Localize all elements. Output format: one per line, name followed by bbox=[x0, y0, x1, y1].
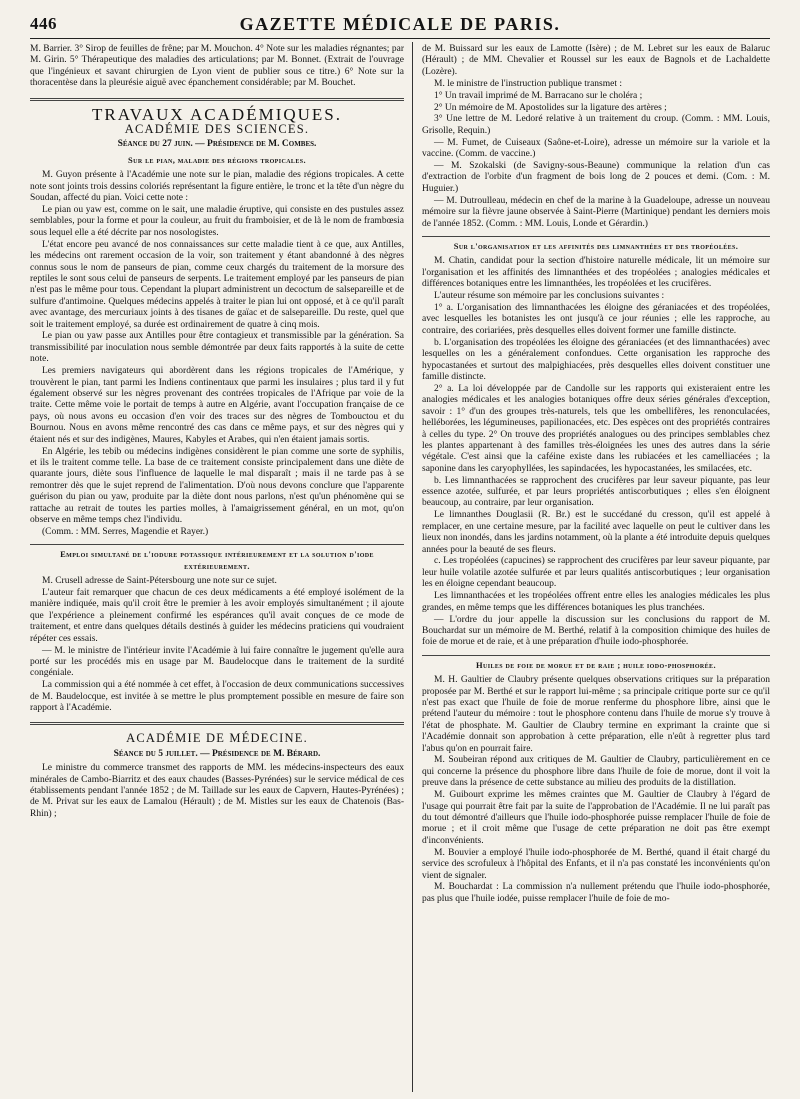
paragraph: M. Bouvier a employé l'huile iodo-phosphorée de M. Berthé, quand il était chargé du service des scrofuleux à l'hôpital des Enfants, et il n'a pas constaté les inconvénients qu'on vient de signaler. bbox=[422, 847, 770, 881]
journal-title: GAZETTE MÉDICALE DE PARIS. bbox=[239, 14, 561, 34]
list-item: 1° Un travail imprimé de M. Barracano sur le choléra ; bbox=[434, 90, 643, 101]
paragraph: Le limnanthes Douglasii (R. Br.) est le succédané du cresson, qu'il est appelé à remplacer, en une certaine mesure, par la facilité avec laquelle on peut le cultiver dans les lieux non inondés, dans les jardins notamment, où la plante a été introduite depuis quelques années pour la beauté de ses fleurs. bbox=[422, 510, 770, 555]
paragraph: c. Les tropéolées (capucines) se rapprochent des crucifères par leur saveur piquante, par leur huile volatile azotée sulfurée et par leurs qualités antiscorbutiques ; leur organisation les en éloigne cependant beaucoup. bbox=[422, 556, 770, 590]
paragraph: — M. le ministre de l'intérieur invite l'Académie à lui faire connaître le jugement qu'elle aura porté sur les procédés mis en usage par M. Baudelocque dans le traitement de la surdité congéniale. bbox=[30, 645, 404, 679]
topic-rule bbox=[422, 655, 770, 656]
paragraph: M. Bouchardat : La commission n'a nullement prétendu que l'huile iodo-phosphorée, pas plus que l'huile iodée, puisse remplacer l'huile de foie de mo- bbox=[422, 882, 770, 904]
column-divider bbox=[412, 42, 413, 1092]
topic-rule bbox=[422, 236, 770, 237]
paragraph: — M. Szokalski (de Savigny-sous-Beaune) communique la relation d'un cas d'extraction de l'orbite d'un fragment de bois long de 2 pouces et demi. (Com. : M. Huguier.) bbox=[422, 161, 770, 194]
commission-note: (Comm. : MM. Serres, Magendie et Rayer.) bbox=[42, 526, 209, 537]
paragraph: Les premiers navigateurs qui abordèrent dans les régions tropicales de l'Amérique, y trouvèrent le pian, tant parmi les Indiens continentaux que parmi les insulaires ; plus tard il y fut également observé sur les nègres provenant des contrées tropicales de l'Afrique par voie de la traite. Cette même voie le portait de temps à autre en Algérie, avant l'occupation française de ce pays, où nous avons eu occasion d'en voir des traces sur des nègres de Tombouctou et du Bournou. Nous en avons même rencontré des cas dans ce même pays, et sur des nègres qui y étaient nés et sur des indigènes, Maures, Kabyles et Arabes, qui n'en étaient jamais sortis. bbox=[30, 366, 404, 445]
paragraph: 2° a. La loi développée par de Candolle sur les rapports qui existeraient entre les analogies médicales et les analogies botaniques offre deux séries générales d'exception, savoir : 1° d'un des groupes très-naturels, tels que les ombellifères, les renonculacées, helléborées, les légumineuses, papilionacées, etc. Des espèces ont des propriétés contraires à celles du type. 2° On trouve des propriétés analogues ou des principes semblables chez les plantes appartenant à des familles très-éloignées les unes des autres dans la série végétale. C'est ainsi que la caféine existe dans les rubiacées et les camelliacées ; la saponine dans les caryophyllées, les sapindacées, les hypocastanées, les smilacées, etc. bbox=[422, 383, 770, 474]
running-header bbox=[30, 14, 770, 39]
paragraph: En Algérie, les tebib ou médecins indigènes considèrent le pian comme une sorte de syphilis, et ils le traitent comme telle. La base de ce traitement consiste principalement dans une diète de quarante jours, diète sous l'influence de laquelle le mal disparaît ; mais il ne tarde pas à se remontrer dès que le sujet reprend de l'alimentation. D'où nous devons conclure que l'apparente guérison du pian ou yaw, produite par la diète dont nous parlons, n'est qu'un phénomène qui se rattache au retrait de toutes les parties molles, à l'amaigrissement général, en un mot, qu'on observe en même temps chez l'individu. bbox=[30, 446, 404, 525]
paragraph: de M. Buissard sur les eaux de Lamotte (Isère) ; de M. Lebret sur les eaux de Balaruc (Hérault) ; de MM. Chevalier et Roussel sur les eaux de Bagnols et de Lachaldette (Lozère). bbox=[422, 44, 770, 77]
paragraph: — L'ordre du jour appelle la discussion sur les conclusions du rapport de M. Bouchardat sur un mémoire de M. Berthé, relatif à la composition chimique des huiles de foie de morue et de raie, et à une préparation d'huile iodo-phosphorée. bbox=[422, 614, 770, 648]
academy-heading: ACADÉMIE DES SCIENCES. bbox=[124, 122, 310, 137]
paragraph: 1° a. L'organisation des limnanthacées les éloigne des géraniacées et des tropéolées, avec lesquelles les botanistes les ont jusqu'à ce jour réunies ; elle les rapproche, au contraire, des coriariées, près desquelles elles doivent former une famille distincte. bbox=[422, 303, 770, 336]
paragraph: Les limnanthacées et les tropéolées offrent entre elles les analogies médicales les plus grandes, en même temps que les différences botaniques les plus tranchées. bbox=[422, 591, 770, 613]
paragraph: M. Chatin, candidat pour la section d'histoire naturelle médicale, lit un mémoire sur l'organisation et les affinités des limnanthées et des tropéolées ; analogies médicales et différences botaniques entre les limnanthées, les tropéolées et les crucifères. bbox=[422, 256, 770, 290]
topic-rule bbox=[30, 544, 404, 545]
paragraph: b. L'organisation des tropéolées les éloigne des géraniacées (et des limnanthacées) avec lesquelles on les a généralement confondues. Cette organisation les rapproche des hypocastanées et surtout des malpighiacées, près desquelles elles doivent constituer une famille distincte. bbox=[422, 337, 770, 382]
paragraph: Le pian ou yaw est, comme on le sait, une maladie éruptive, qui consiste en des pustules assez semblables, pour la forme et pour la couleur, au fruit du framboisier, et de là le nom de frambœsia sous lequel elle a été décrite par nos nosologistes. bbox=[30, 204, 404, 238]
section-title: TRAVAUX ACADÉMIQUES. bbox=[91, 104, 342, 124]
paragraph: M. Guyon présente à l'Académie une note sur le pian, maladie des régions tropicales. A cette note sont joints trois dessins coloriés représentant la figure entière, le tronc et la tête d'un nègre du Soudan, affecté du pian. Voici cette note : bbox=[30, 170, 404, 204]
paragraph: L'auteur fait remarquer que chacun de ces deux médicaments a été employé isolément de la manière indiquée, mais qu'il croit être le premier à les avoir employés simultanément ; il ajoute que l'expérience a pleinement confirmé les espérances qu'il avait conçues de ce mode de traitement, et entre dans quelques détails destinés à guider les médecins praticiens qui voudraient répéter ces essais. bbox=[30, 587, 404, 644]
paragraph: M. Soubeiran répond aux critiques de M. Gaultier de Claubry, particulièrement en ce qui concerne la présence du phosphore libre dans l'huile de foie de morue, dont il voit la preuve dans la présence de cette substance au milieu des produits de la distillation. bbox=[422, 755, 770, 789]
topic-heading: Emploi simultané de l'iodure potassique intérieurement et la solution d'iode extérieurement. bbox=[60, 549, 374, 571]
paragraph: M. le ministre de l'instruction publique transmet : bbox=[434, 78, 622, 89]
paragraph: Le pian ou yaw passe aux Antilles pour être contagieux et transmissible par la génération. Sa transmissibilité par inoculation nous semble démontrée par deux faits rapportés à la suite de cette note. bbox=[30, 331, 404, 365]
paragraph: M. Crusell adresse de Saint-Pétersbourg une note sur ce sujet. bbox=[42, 576, 277, 587]
paragraph: L'état encore peu avancé de nos connaissances sur cette maladie tient à ce que, aux Antilles, les médecins ont rarement occasion de la voir, son traitement y étant abandonné à des nègres connus sous le nom de panseurs de pian, comme ceux chargés du traitement de la morsure des reptiles le sont sous celui de panseurs de serpents. Le traitement employé par les panseurs de pian n'est pas le même pour tous. Cependant la plupart administrent un decoctum de salsepareille et de sulfure d'antimoine. Quelques médecins appelés à traiter le pian lui ont opposé, et à ce qu'il paraît avec avantage, des mercuriaux joints à des tisanes de gaïac et de salsepareille. Du reste, quel que soit le traitement employé, sa durée est ordinairement de quatre à cinq mois. bbox=[30, 239, 404, 330]
right-column bbox=[422, 44, 770, 1094]
topic-heading: Sur l'organisation et les affinités des limnanthées et des tropéolées. bbox=[453, 241, 739, 251]
section-rule bbox=[30, 722, 404, 725]
list-item: 2° Un mémoire de M. Apostolides sur la ligature des artères ; bbox=[434, 102, 667, 113]
paragraph: — M. Fumet, de Cuiseaux (Saône-et-Loire), adresse un mémoire sur la variole et la vaccine. (Comm. de vaccine.) bbox=[422, 137, 770, 160]
paragraph: L'auteur résume son mémoire par les conclusions suivantes : bbox=[434, 291, 665, 302]
topic-heading: Huiles de foie de morue et de raie ; huile iodo-phosphorée. bbox=[476, 659, 716, 670]
paragraph: M. H. Gaultier de Claubry présente quelques observations critiques sur la préparation proposée par M. Berthé et sur le rapport lui-même ; sa principale critique porte sur ce qu'il n'est pas exact que l'huile de foie de morue renferme du phosphore libre, ainsi que le prétend l'auteur du mémoire : tout le phosphore contenu dans l'huile de morue s'y trouve à l'état de phosphate. M. Gaultier de Claubry termine en exprimant la crainte que si l'Académie donnait son approbation à cette préparation, elle n'eût à regretter plus tard l'abus qu'on en pourrait faire. bbox=[422, 675, 770, 754]
section-rule bbox=[30, 98, 404, 101]
session-heading: Séance du 5 juillet. — Présidence de M. Bérard. bbox=[113, 748, 321, 759]
paragraph: M. Guibourt exprime les mêmes craintes que M. Gaultier de Claubry à l'égard de l'usage qui pourrait être fait par la suite de l'approbation de l'Académie. Il ne lui paraît pas du tout démontré d'ailleurs que l'huile iodo-phosphorée puisse remplacer l'huile de foie de morue ; et il croit même que l'usage de cette préparation ne doit pas être exempt d'inconvénients. bbox=[422, 790, 770, 846]
list-item: 3° Une lettre de M. Ledoré relative à un traitement du croup. (Comm. : MM. Louis, Grisolle, Requin.) bbox=[422, 114, 770, 136]
session-heading: Séance du 27 juin. — Présidence de M. Combes. bbox=[117, 139, 317, 150]
academy-heading: ACADÉMIE DE MÉDECINE. bbox=[126, 731, 308, 746]
paragraph: — M. Dutroulleau, médecin en chef de la marine à la Guadeloupe, adresse un nouveau mémoire sur la fièvre jaune observée à Saint-Pierre (Martinique) pendant les derniers mois de l'année 1852. (Comm. : MM. Louis, Londe et Gérardin.) bbox=[422, 195, 770, 229]
topic-heading: Sur le pian, maladie des régions tropicales. bbox=[127, 154, 307, 165]
paragraph: M. Barrier. 3° Sirop de feuilles de frêne; par M. Mouchon. 4° Note sur les maladies régnantes; par M. Girin. 5° Thérapeutique des maladies des articulations; par M. Bonnet. (Extrait de l'ouvrage que l'ingénieux et savant chirurgien de Lyon vient de publier sous ce titre.) 6° Note sur la thoracentèse dans la pleurésie aiguë avec épanchement considérable; par M. Bouchet. bbox=[30, 44, 404, 89]
paragraph: b. Les limnanthacées se rapprochent des crucifères par leur saveur piquante, pas leur essence azotée, sulfurée, et par leurs propriétés antiscorbutiques ; elles s'en éloignent beaucoup, au contraire, par leur organisation. bbox=[422, 475, 770, 509]
left-column bbox=[30, 44, 404, 1094]
paragraph: Le ministre du commerce transmet des rapports de MM. les médecins-inspecteurs des eaux minérales de Cambo-Biarritz et des eaux chaudes (Basses-Pyrénées) sur le service médical de ces établissements pendant l'année 1852 ; de M. Taillade sur les eaux de Capvern, Hautes-Pyrénées) ; de M. Privat sur les eaux de Lamalou (Hérault) ; de M. Mistles sur les eaux de Chatenois (Bas-Rhin) ; bbox=[30, 763, 404, 819]
page-number: 446 bbox=[30, 14, 57, 33]
paragraph: La commission qui a été nommée à cet effet, à l'occasion de deux communications successives de M. Baudelocque, est invitée à se mettre le plus promptement possible en mesure de faire son rapport à l'Académie. bbox=[30, 680, 404, 714]
